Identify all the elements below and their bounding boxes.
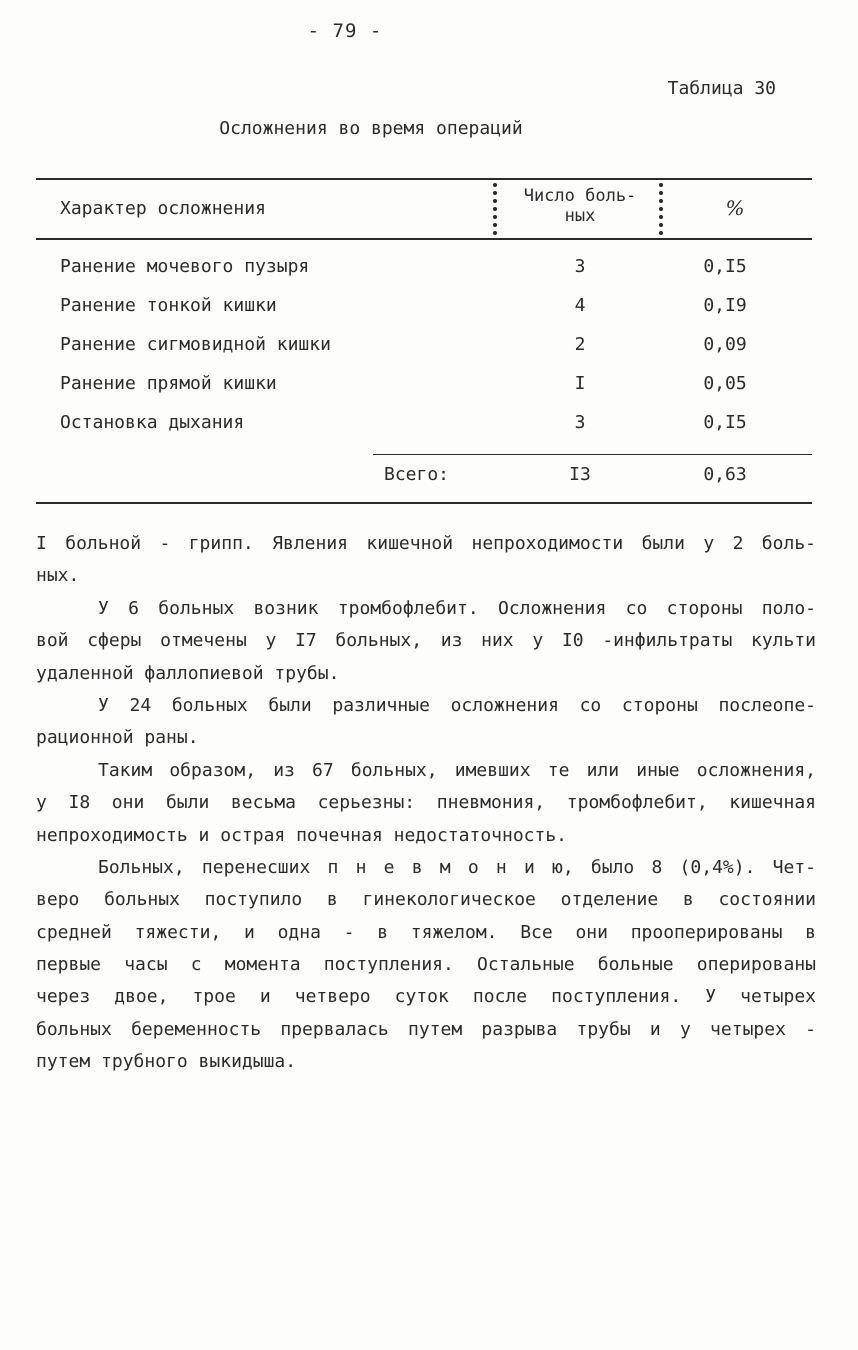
table-row — [0, 295, 858, 325]
row-name: Ранение мочевого пузыря — [60, 256, 310, 277]
text-line: I больной - грипп. Явления кишечной непроходимости были у 2 боль- — [36, 533, 816, 554]
text-line: рационной раны. — [36, 727, 199, 749]
total-count: I3 — [569, 464, 591, 485]
header-count — [500, 186, 660, 226]
total-percent: 0,63 — [703, 464, 747, 485]
table-row — [0, 256, 858, 286]
row-count: 4 — [574, 295, 586, 316]
table-row — [0, 412, 858, 442]
header-count-line2: ных — [564, 206, 596, 226]
table-top-rule — [36, 178, 812, 180]
row-name: Остановка дыхания — [60, 412, 245, 433]
total-label: Всего: — [384, 464, 450, 485]
header-count-line1: Число боль- — [523, 186, 637, 206]
row-percent: 0,I5 — [703, 256, 747, 277]
text-line: первые часы с момента поступления. Остальные больные оперированы — [36, 954, 816, 976]
row-count: I — [574, 373, 586, 394]
total-rule — [373, 454, 812, 455]
text-line: ных. — [36, 565, 80, 587]
text-line: у I8 они были весьма серьезны: пневмония, тромбофлебит, кишечная — [36, 792, 816, 814]
row-percent: 0,I5 — [703, 412, 747, 433]
text-line: больных беременность прервалась путем разрыва трубы и у четырех - — [36, 1018, 816, 1040]
row-name: Ранение сигмовидной кишки — [60, 334, 331, 355]
table-row — [0, 334, 858, 364]
column-separator — [659, 183, 667, 235]
table-title: Осложнения во время операций — [219, 118, 523, 139]
text-line: вой сферы отмечены у I7 больных, из них у I0 -инфильтраты культи — [36, 630, 816, 652]
row-percent: 0,I9 — [703, 295, 747, 316]
header-percent: % — [725, 196, 745, 220]
text-line: Таким образом, из 67 больных, имевших те или иные осложнения, — [98, 759, 816, 781]
body-text — [36, 528, 816, 1079]
row-count: 2 — [574, 334, 586, 355]
text-line: У 6 больных возник тромбофлебит. Осложнения со стороны поло- — [98, 597, 816, 619]
table-row — [0, 373, 858, 403]
table-label: Таблица 30 — [667, 78, 776, 99]
text-line: непроходимость и острая почечная недостаточность. — [36, 824, 568, 846]
row-name: Ранение тонкой кишки — [60, 295, 277, 316]
text-line: удаленной фаллопиевой трубы. — [36, 662, 340, 684]
row-percent: 0,09 — [703, 334, 747, 355]
row-count: 3 — [574, 412, 586, 433]
table-bottom-rule — [36, 502, 812, 504]
text-line: средней тяжести, и одна - в тяжелом. Все они прооперированы в — [36, 921, 816, 943]
text-line: путем трубного выкидыша. — [36, 1051, 297, 1073]
table-header-rule — [36, 238, 812, 240]
text-line: через двое, трое и четверо суток после поступления. У четырех — [36, 986, 816, 1008]
row-count: 3 — [574, 256, 586, 277]
page-number: - 79 - — [307, 20, 383, 42]
text-line: веро больных поступило в гинекологическое отделение в состоянии — [36, 889, 816, 911]
text-line: У 24 больных были различные осложнения со стороны послеопе- — [98, 694, 816, 716]
text-line: Больных, перенесших п н е в м о н и ю, было 8 (0,4%). Чет- — [98, 856, 816, 878]
header-character: Характер осложнения — [60, 198, 266, 219]
row-name: Ранение прямой кишки — [60, 373, 277, 394]
row-percent: 0,05 — [703, 373, 747, 394]
